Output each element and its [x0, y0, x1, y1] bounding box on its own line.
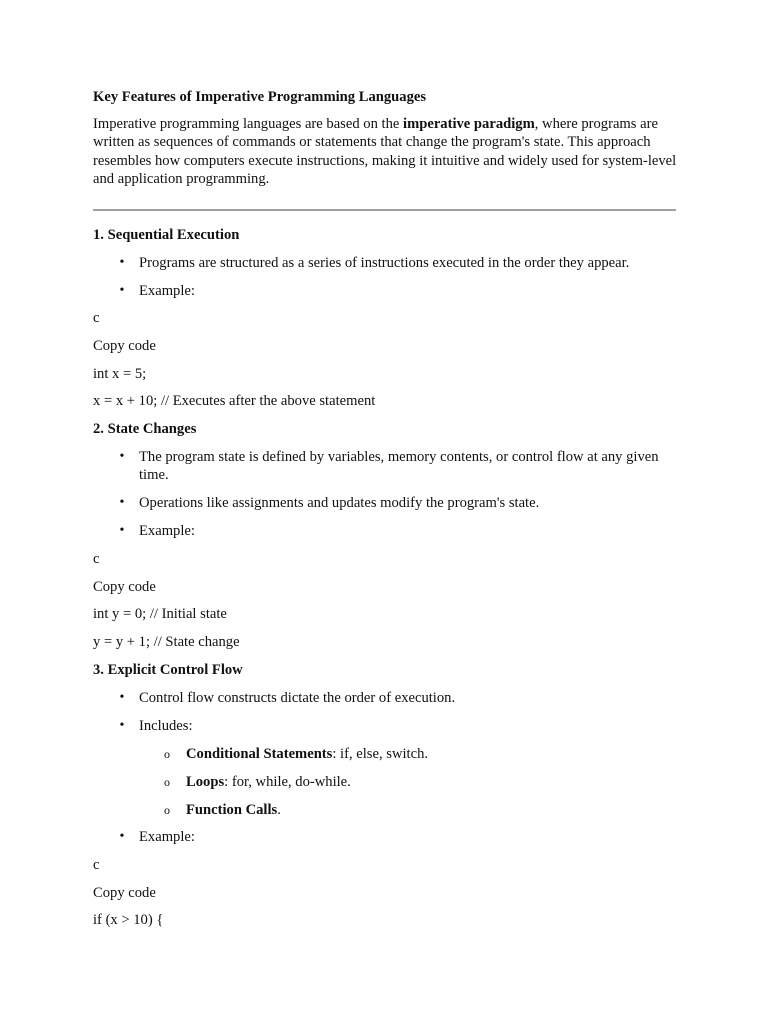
bullet-icon: •: [119, 449, 125, 464]
code-line: int y = 0; // Initial state: [93, 606, 227, 622]
document-title: Key Features of Imperative Programming Languages: [93, 89, 427, 105]
horizontal-divider: [93, 209, 676, 211]
bullet-icon: •: [119, 829, 125, 844]
code-language-label: c: [93, 551, 100, 567]
code-line: if (x > 10) {: [93, 912, 164, 928]
list-item: Control flow constructs dictate the order of execution.: [139, 690, 456, 706]
list-item: Example:: [139, 523, 195, 539]
intro-bold-term: imperative paradigm: [403, 116, 535, 132]
copy-code-label: Copy code: [93, 579, 156, 595]
sub-item-term: Loops: [186, 774, 225, 790]
bullet-icon: •: [119, 718, 125, 733]
list-item: Operations like assignments and updates modify the program's state.: [139, 495, 540, 511]
bullet-icon: •: [119, 495, 125, 510]
section-heading-state-changes: 2. State Changes: [93, 421, 197, 437]
list-item: Programs are structured as a series of instructions executed in the order they appear.: [139, 255, 630, 271]
code-line: int x = 5;: [93, 366, 147, 382]
bullet-icon: •: [119, 690, 125, 705]
code-language-label: c: [93, 857, 100, 873]
sub-item-description: .: [277, 802, 281, 818]
intro-text-start: Imperative programming languages are based on the: [93, 116, 404, 132]
section-heading-explicit-control-flow: 3. Explicit Control Flow: [93, 662, 243, 678]
sub-list-item: [186, 745, 428, 763]
list-item: Example:: [139, 283, 195, 299]
sub-list-item: [186, 801, 281, 819]
sub-bullet-icon: o: [164, 747, 170, 761]
bullet-icon: •: [119, 255, 125, 270]
sub-item-term: Function Calls: [186, 802, 278, 818]
copy-code-label: Copy code: [93, 338, 156, 354]
code-language-label: c: [93, 310, 100, 326]
intro-text-end: , where programs are written as sequences of commands or statements that change the program's state. This approach resembles how computers execute instructions, making it intuitive and widely used for system-level and application programming.: [93, 116, 677, 187]
sub-item-term: Conditional Statements: [186, 746, 333, 762]
copy-code-label: Copy code: [93, 885, 156, 901]
list-item: Includes:: [139, 718, 193, 734]
list-item: Example:: [139, 829, 195, 845]
sub-bullet-icon: o: [164, 775, 170, 789]
code-line: x = x + 10; // Executes after the above statement: [93, 393, 376, 409]
bullet-icon: •: [119, 523, 125, 538]
bullet-icon: •: [119, 283, 125, 298]
intro-paragraph: [93, 115, 678, 188]
sub-bullet-icon: o: [164, 803, 170, 817]
sub-item-description: : if, else, switch.: [332, 746, 429, 762]
list-item: The program state is defined by variables, memory contents, or control flow at any given time.: [139, 449, 659, 483]
section-heading-sequential-execution: 1. Sequential Execution: [93, 227, 240, 243]
code-line: y = y + 1; // State change: [93, 634, 240, 650]
sub-list-item: [186, 773, 351, 791]
sub-item-description: : for, while, do-while.: [224, 774, 351, 790]
